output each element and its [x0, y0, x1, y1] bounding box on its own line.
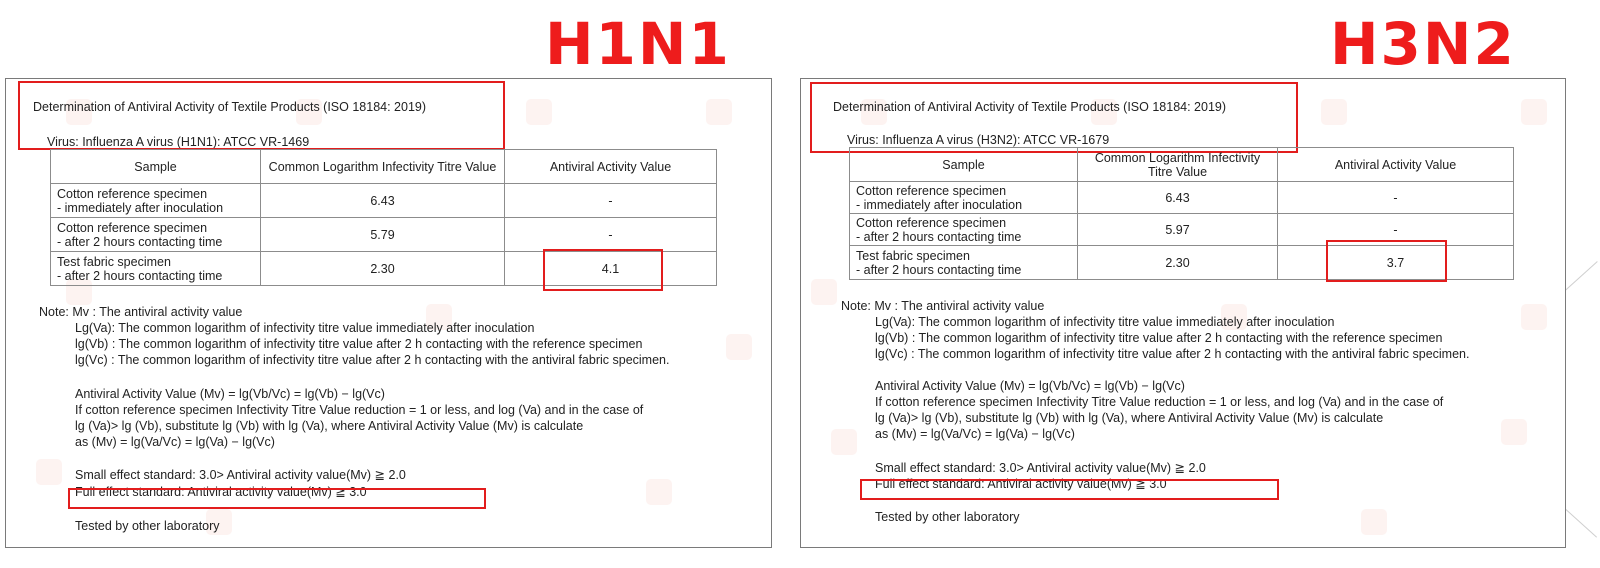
note-condition-2: lg (Va)> lg (Vb), substitute lg (Vb) with lg (Va), where Antiviral Activity Value (Mv) is calculate — [75, 419, 584, 433]
note-formula: Antiviral Activity Value (Mv) = lg(Vb/Vc) = lg(Vb) − lg(Vc) — [875, 379, 1185, 393]
header-sample: Sample — [850, 148, 1078, 182]
doc-title: Determination of Antiviral Activity of Textile Products (ISO 18184: 2019) — [833, 100, 1227, 114]
sample-name: Test fabric specimen — [57, 254, 171, 269]
table-row — [51, 218, 717, 252]
note-lg-va: Lg(Va): The common logarithm of infectivity titre value immediately after inoculation — [75, 321, 535, 335]
sample-condition: - immediately after inoculation — [57, 200, 224, 215]
table-row — [850, 182, 1514, 214]
activity-highlight-box — [1326, 240, 1447, 282]
sample-condition: - after 2 hours contacting time — [856, 262, 1022, 277]
note-heading: Note: Mv : The antiviral activity value — [841, 299, 1045, 313]
titre-cell: 2.30 — [261, 252, 505, 286]
titre-cell: 5.97 — [1078, 214, 1278, 246]
watermark-logo — [646, 479, 672, 505]
table-row — [51, 184, 717, 218]
watermark-logo — [706, 99, 732, 125]
h3n2-title: H3N2 — [1330, 10, 1516, 78]
activity-cell: - — [1278, 182, 1514, 214]
titre-cell: 6.43 — [1078, 182, 1278, 214]
watermark-logo — [36, 459, 62, 485]
doc-title: Determination of Antiviral Activity of Textile Products (ISO 18184: 2019) — [33, 100, 427, 114]
h1n1-title: H1N1 — [545, 10, 731, 78]
note-lg-vb: lg(Vb) : The common logarithm of infectivity titre value after 2 h contacting with the reference specimen — [875, 331, 1443, 345]
sample-name: Test fabric specimen — [856, 248, 970, 263]
note-lg-va: Lg(Va): The common logarithm of infectivity titre value immediately after inoculation — [875, 315, 1335, 329]
watermark-logo — [1501, 419, 1527, 445]
sample-condition: - after 2 hours contacting time — [57, 234, 223, 249]
report-panel-h1n1 — [5, 78, 772, 548]
sample-cell — [850, 214, 1078, 246]
small-effect-standard: Small effect standard: 3.0> Antiviral activity value(Mv) ≧ 2.0 — [875, 461, 1206, 475]
note-lg-vc: lg(Vc) : The common logarithm of infectivity titre value after 2 h contacting with the antiviral fabric specimen. — [875, 347, 1470, 361]
note-heading: Note: Mv : The antiviral activity value — [39, 305, 243, 319]
sample-cell — [51, 184, 261, 218]
small-effect-standard: Small effect standard: 3.0> Antiviral activity value(Mv) ≧ 2.0 — [75, 468, 406, 482]
activity-cell: - — [1278, 214, 1514, 246]
header-activity: Antiviral Activity Value — [1278, 148, 1514, 182]
sample-condition: - after 2 hours contacting time — [57, 268, 223, 283]
note-condition-3: as (Mv) = lg(Va/Vc) = lg(Va) − lg(Vc) — [875, 427, 1075, 441]
note-condition-1: If cotton reference specimen Infectivity Titre Value reduction = 1 or less, and log (Va) and in the case of — [875, 395, 1444, 409]
header-activity: Antiviral Activity Value — [505, 150, 717, 184]
note-condition-1: If cotton reference specimen Infectivity Titre Value reduction = 1 or less, and log (Va) and in the case of — [75, 403, 644, 417]
sample-cell — [51, 218, 261, 252]
title-highlight-box — [810, 82, 1298, 153]
watermark-logo — [1321, 99, 1347, 125]
full-effect-standard: Full effect standard: Antiviral activity value(Mv) ≧ 3.0 — [75, 485, 367, 499]
watermark-logo — [1521, 99, 1547, 125]
titre-cell: 5.79 — [261, 218, 505, 252]
full-effect-highlight-box — [68, 488, 486, 509]
activity-cell: 3.7 — [1278, 246, 1514, 280]
virus-line: Virus: Influenza A virus (H1N1): ATCC VR-1469 — [47, 135, 310, 149]
report-panel-h3n2 — [800, 78, 1566, 548]
watermark-logo — [811, 279, 837, 305]
sample-condition: - after 2 hours contacting time — [856, 229, 1022, 244]
note-condition-2: lg (Va)> lg (Vb), substitute lg (Vb) with lg (Va), where Antiviral Activity Value (Mv) is calculate — [875, 411, 1384, 425]
sample-condition: - immediately after inoculation — [856, 197, 1023, 212]
header-titre: Common Logarithm Infectivity Titre Value — [1078, 148, 1278, 182]
activity-cell: - — [505, 218, 717, 252]
watermark-logo — [831, 429, 857, 455]
full-effect-standard: Full effect standard: Antiviral activity value(Mv) ≧ 3.0 — [875, 477, 1167, 491]
activity-highlight-box — [543, 249, 663, 291]
sample-cell — [850, 246, 1078, 280]
table-header-row — [850, 148, 1514, 182]
note-formula: Antiviral Activity Value (Mv) = lg(Vb/Vc) = lg(Vb) − lg(Vc) — [75, 387, 385, 401]
sample-cell — [850, 182, 1078, 214]
virus-line: Virus: Influenza A virus (H3N2): ATCC VR-1679 — [847, 133, 1110, 147]
sample-name: Cotton reference specimen — [57, 186, 208, 201]
header-sample: Sample — [51, 150, 261, 184]
note-lg-vc: lg(Vc) : The common logarithm of infectivity titre value after 2 h contacting with the antiviral fabric specimen. — [75, 353, 670, 367]
note-condition-3: as (Mv) = lg(Va/Vc) = lg(Va) − lg(Vc) — [75, 435, 275, 449]
titre-cell: 6.43 — [261, 184, 505, 218]
tested-by: Tested by other laboratory — [875, 510, 1020, 524]
watermark-logo — [526, 99, 552, 125]
sample-name: Cotton reference specimen — [57, 220, 208, 235]
sample-name: Cotton reference specimen — [856, 215, 1007, 230]
full-effect-highlight-box — [860, 479, 1279, 500]
titre-cell: 2.30 — [1078, 246, 1278, 280]
watermark-logo — [1361, 509, 1387, 535]
title-highlight-box — [18, 81, 505, 150]
activity-cell: - — [505, 184, 717, 218]
sample-cell — [51, 252, 261, 286]
activity-cell: 4.1 — [505, 252, 717, 286]
watermark-logo — [726, 334, 752, 360]
table-header-row — [51, 150, 717, 184]
watermark-logo — [1521, 304, 1547, 330]
note-lg-vb: lg(Vb) : The common logarithm of infectivity titre value after 2 h contacting with the reference specimen — [75, 337, 643, 351]
sample-name: Cotton reference specimen — [856, 183, 1007, 198]
header-titre: Common Logarithm Infectivity Titre Value — [261, 150, 505, 184]
tested-by: Tested by other laboratory — [75, 519, 220, 533]
